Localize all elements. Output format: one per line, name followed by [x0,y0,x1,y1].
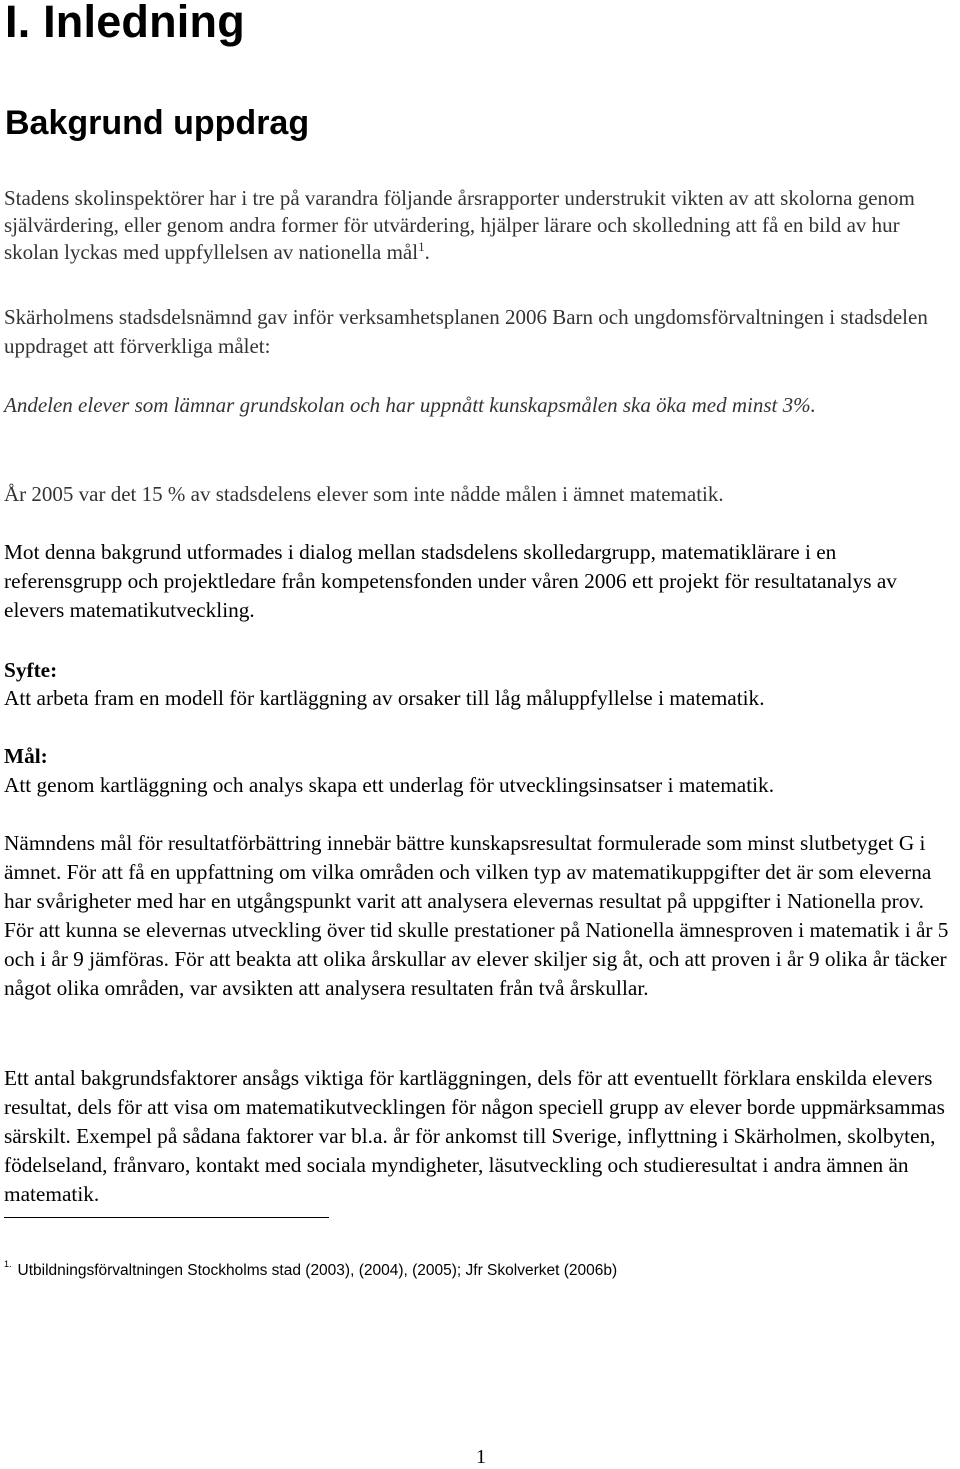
paragraph-project-origin: Mot denna bakgrund utformades i dialog mellan stadsdelens skolledargrupp, matematiklärare i en referensgrupp och projektledare från kompetensfonden under våren 2006 ett projekt för resultatanalys av elevers matematikutveckling. [4,540,897,622]
paragraph-goal-quote: Andelen elever som lämnar grundskolan och har uppnått kunskapsmålen ska öka med minst 3%. [4,393,816,417]
paragraph-statistic: År 2005 var det 15 % av stadsdelens elever som inte nådde målen i ämnet matematik. [4,482,724,506]
goal-heading: Mål: [4,744,48,768]
paragraph-assignment: Skärholmens stadsdelsnämnd gav inför verksamhetsplanen 2006 Barn och ungdomsförvaltningen i stadsdelen uppdraget att förverkliga målet: [4,305,928,358]
purpose-heading: Syfte: [4,658,58,682]
chapter-title: I. Inledning [5,0,245,47]
paragraph-background-factors: Ett antal bakgrundsfaktorer ansågs viktiga för kartläggningen, dels för att eventuellt förklara enskilda elevers resultat, dels för att visa om matematikutvecklingen för någon speciell grupp av elever borde uppmärksammas särskilt. Exempel på sådana faktorer var bl.a. år för ankomst till Sverige, inflyttning i Skärholmen, skolbyten, födelseland, frånvaro, kontakt med sociala myndigheter, läsutveckling och studieresultat i andra ämnen än matematik. [4,1066,945,1206]
goal-text: Att genom kartläggning och analys skapa ett underlag för utvecklingsinsatser i matematik. [4,773,775,797]
section-title: Bakgrund uppdrag [5,104,310,142]
paragraph-background-text: Stadens skolinspektörer har i tre på varandra följande årsrapporter understrukit vikten av att skolorna genom självärdering, eller genom andra former för utvärdering, hjälper lärare och skolledning att få en bild av hur skolan lyckas med uppfyllelsen av nationella mål [4,186,915,264]
footnote-text: Utbildningsförvaltningen Stockholms stad (2003), (2004), (2005); Jfr Skolverket (2006b) [17,1262,618,1280]
paragraph-background [4,185,956,266]
footnote-divider [4,1217,329,1218]
paragraph-board-goal: Nämndens mål för resultatförbättring innebär bättre kunskapsresultat formulerade som minst slutbetyget G i ämnet. För att få en uppfattning om vilka områden och vilken typ av matematikuppgifter det är som eleverna har svårigheter med har en utgångspunkt varit att analysera elevernas resultat på uppgifter i Nationella prov. För att kunna se elevernas utveckling över tid skulle prestationer på Nationella ämnesproven i matematik i år 5 och i år 9 jämföras. För att beakta att olika årskullar av elever skiljer sig åt, och att proven i år 9 olika år täcker något olika områden, var avsikten att analysera resultaten från två årskullar. [4,831,949,1000]
footnote [4,1256,617,1281]
purpose-text: Att arbeta fram en modell för kartläggning av orsaker till låg måluppfyllelse i matematik. [4,686,765,710]
footnote-mark: 1. [4,1259,12,1269]
paragraph-background-end: . [424,240,430,264]
footnote-reference[interactable]: 1 [418,239,425,254]
page-number: 1 [476,1446,486,1468]
